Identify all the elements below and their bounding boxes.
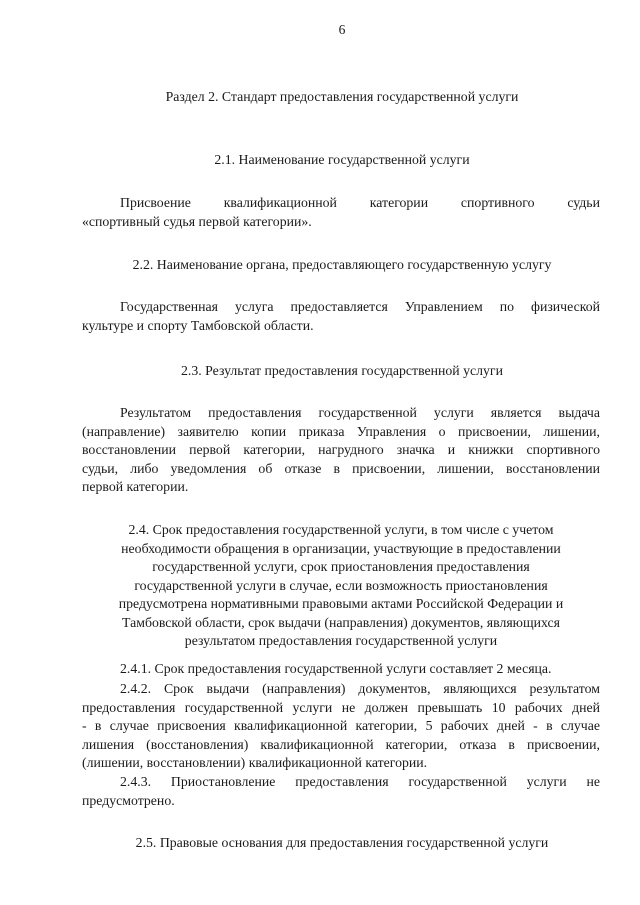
paragraph-line: Присвоение квалификационной категории спортивного судьи [120,195,600,210]
paragraph-line: «спортивный судья первой категории». [82,213,312,229]
heading-line: 2.4. Срок предоставления государственной услуги, в том числе с учетом [128,522,554,537]
page-number: 6 [338,22,346,37]
section-title: Раздел 2. Стандарт предоставления государственной услуги [165,89,519,104]
paragraph-line: (лишении, восстановлении) квалификационной категории. [82,755,428,770]
paragraph-2-4-1 [82,660,600,679]
heading-line: необходимости обращения в организации, участвующие в предоставлении [121,540,561,556]
paragraph-2-1 [82,194,600,231]
heading-line: государственной услуги в случае, если возможность приостановления [134,577,548,593]
paragraph-line: 2.4.3. Приостановление предоставления государственной услуги не [120,774,600,789]
heading-line: государственной услуги, срок приостановления предоставления [152,559,530,574]
paragraph-line: 2.4.2. Срок выдачи (направления) документов, являющихся результатом [120,681,600,696]
paragraph-line: Результатом предоставления государственной услуги является выдача [120,405,600,420]
heading-line: предусмотрена нормативными правовыми актами Российской Федерации и [118,596,564,611]
paragraph-line: предусмотрено. [82,792,175,808]
paragraph-line: Государственная услуга предоставляется Управлением по физической [120,299,600,314]
paragraph-line: предоставления государственной услуги не должен превышать 10 рабочих дней [82,699,600,715]
paragraph-2-4-3 [82,773,600,810]
heading-2-1: 2.1. Наименование государственной услуги [214,152,470,167]
paragraph-line: (направление) заявителю копии приказа Управления о присвоении, лишении, [82,423,600,439]
paragraph-line: судьи, либо уведомления об отказе в присвоении, лишении, восстановлении [82,460,600,476]
paragraph-2-3 [82,404,600,497]
paragraph-line: - в случае присвоения квалификационной категории, 5 рабочих дней - в случае [82,718,600,733]
paragraph-line: восстановлении первой категории, нагрудного значка и книжки спортивного [82,442,600,457]
paragraph-line: 2.4.1. Срок предоставления государственной услуги составляет 2 месяца. [120,661,552,676]
heading-line: Тамбовской области, срок выдачи (направления) документов, являющихся [122,614,560,630]
heading-2-4 [82,521,600,651]
paragraph-line: первой категории. [82,479,189,494]
heading-2-2: 2.2. Наименование органа, предоставляющего государственную услугу [132,257,552,272]
paragraph-2-4-2 [82,680,600,773]
paragraph-line: культуре и спорту Тамбовской области. [82,317,314,333]
heading-2-5: 2.5. Правовые основания для предоставления государственной услуги [135,835,549,850]
paragraph-line: лишения (восстановления) квалификационной категории, отказа в присвоении, [82,736,600,752]
heading-line: результатом предоставления государственной услуги [184,633,498,648]
heading-2-3: 2.3. Результат предоставления государственной услуги [181,363,503,378]
paragraph-2-2 [82,298,600,335]
